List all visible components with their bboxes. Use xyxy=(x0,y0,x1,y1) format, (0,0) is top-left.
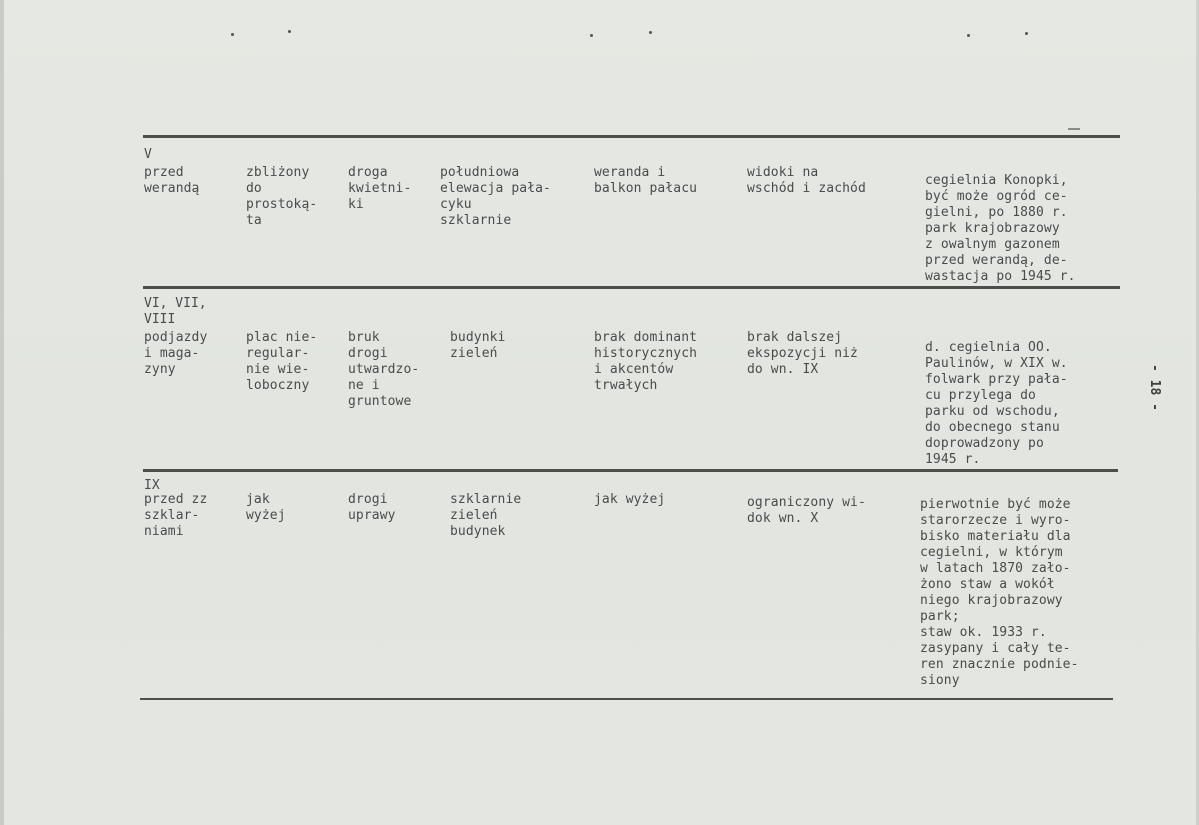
row-divider xyxy=(143,286,1120,289)
cell-dominants: brak dominant historycznych i akcentów trwałych xyxy=(594,330,698,393)
cell-location: podjazdy i maga- zyny xyxy=(144,330,208,377)
scan-speck xyxy=(231,33,234,36)
cell-surface: droga kwietni- ki xyxy=(348,165,412,212)
cell-boundary: południowa elewacja pała- cyku szklarnie xyxy=(440,165,551,228)
scan-speck xyxy=(967,34,970,37)
cell-shape: jak wyżej xyxy=(246,492,286,523)
cell-surface: drogi uprawy xyxy=(348,492,396,523)
scan-speck xyxy=(649,31,652,34)
row-divider xyxy=(143,469,1118,472)
cell-location: przed werandą xyxy=(144,165,200,196)
scan-mark xyxy=(1068,128,1080,130)
row-number: V xyxy=(144,147,152,162)
row-number: VI, VII, VIII xyxy=(144,296,207,327)
scan-speck xyxy=(590,34,593,37)
table-top-rule xyxy=(143,135,1120,138)
cell-dominants: weranda i balkon pałacu xyxy=(594,165,698,196)
page-number-text: - 18 - xyxy=(1146,363,1162,411)
scan-edge-left xyxy=(0,0,4,825)
cell-history: d. cegielnia OO. Paulinów, w XIX w. folwark przy pała- cu przylega do parku od wschodu, do obecnego stanu doprowadzony po 1945 r. xyxy=(925,340,1068,467)
cell-views: widoki na wschód i zachód xyxy=(747,165,866,196)
cell-surface: bruk drogi utwardzo- ne i gruntowe xyxy=(348,330,420,409)
cell-location: przed zz szklar- niami xyxy=(144,492,208,539)
scan-speck xyxy=(1025,32,1028,35)
table-bottom-rule xyxy=(140,698,1113,700)
cell-views: brak dalszej ekspozycji niż do wn. IX xyxy=(747,330,858,377)
cell-dominants: jak wyżej xyxy=(594,492,666,507)
row-number: IX xyxy=(144,478,160,493)
cell-boundary: budynki zieleń xyxy=(450,330,506,361)
scan-speck xyxy=(288,30,291,33)
cell-boundary: szklarnie zieleń budynek xyxy=(450,492,522,539)
cell-shape: plac nie- regular- nie wie- loboczny xyxy=(246,330,318,393)
page-number xyxy=(1146,352,1162,422)
cell-shape: zbliżony do prostoką- ta xyxy=(246,165,318,228)
cell-views: ograniczony wi- dok wn. X xyxy=(747,495,866,526)
cell-history: cegielnia Konopki, być może ogród ce- gielni, po 1880 r. park krajobrazowy z owalnym gazonem przed werandą, de- wastacja po 1945 r. xyxy=(925,173,1076,284)
cell-history: pierwotnie być może starorzecze i wyro- bisko materiału dla cegielni, w którym w latach 1870 zało- żono staw a wokół niego krajobrazowy park; staw ok. 1933 r. zasypany i cały te- ren znacznie podnie- siony xyxy=(920,497,1079,688)
